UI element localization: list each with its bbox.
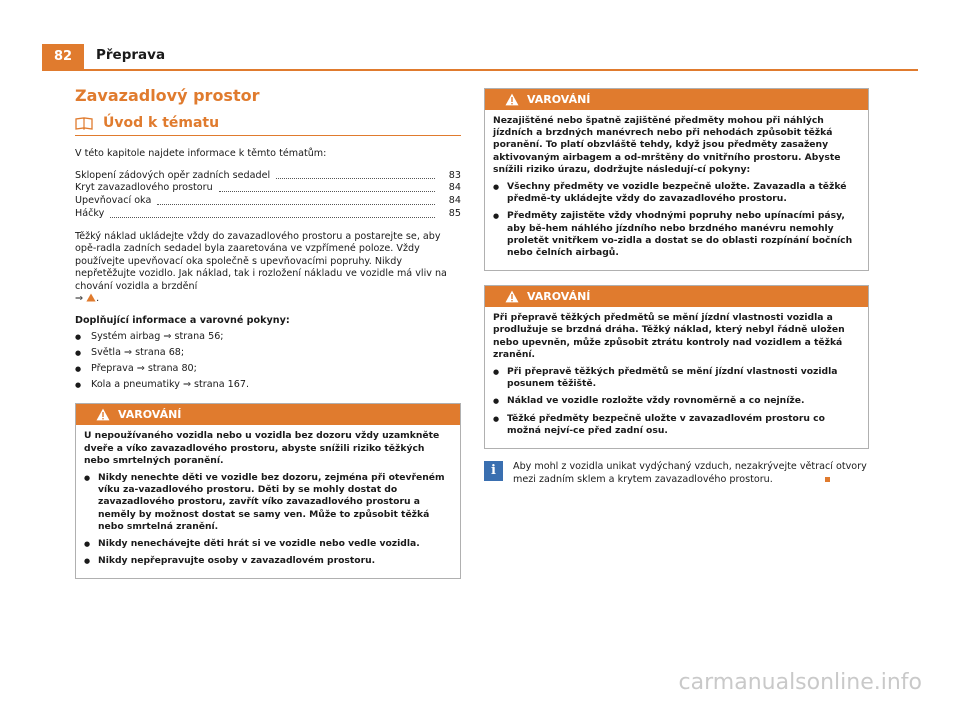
- list-item[interactable]: ● Přeprava ⇒ strana 80;: [75, 363, 461, 376]
- toc-page: 84: [448, 195, 461, 207]
- toc-page: 83: [448, 169, 461, 181]
- list-item[interactable]: ● Světla ⇒ strana 68;: [75, 347, 461, 360]
- additional-list: [75, 331, 461, 391]
- toc-leader: [219, 191, 435, 192]
- warning-bullet: ● Náklad ve vozidle rozložte vždy rovnoměrně a co nejníže.: [493, 395, 860, 407]
- page-number: 82: [42, 44, 84, 69]
- toc-row[interactable]: [75, 182, 461, 195]
- info-body: Aby mohl z vozidla unikat vydýchaný vzduch, nezakrývejte větrací otvory mezi zadním sklem a krytem zavazadlového prostoru.: [513, 461, 867, 485]
- toc-page: 85: [448, 207, 461, 219]
- warning-header: [485, 89, 868, 110]
- warning-body: [485, 110, 868, 270]
- list-item[interactable]: ● Systém airbag ⇒ strana 56;: [75, 331, 461, 344]
- warning-bullet: ● Nikdy nenechte děti ve vozidle bez dozoru, zejména při otevřeném víku za-vazadlového prostoru. Děti by se mohly dostat do zavazadlového prostoru, zavřít víko zavazadlového prostoru a neměly by možnost dostat se samy ven. Může to způsobit těžká nebo smrtelná zranění.: [84, 472, 452, 533]
- warning-title: VAROVÁNÍ: [527, 290, 591, 304]
- subheading-text: Úvod k tématu: [103, 115, 220, 131]
- warning-text: Nezajištěné nebo špatně zajištěné předměty mohou při náhlých jízdních a brzdných manévrech nebo při nehodách způsobit těžká poranění. To platí obzvláště tehdy, když jsou předměty zasaženy aktivovaným airbagem a od-mrštěny do vnitřního prostoru. Abyste snížili riziko úrazu, dodržujte následují-cí pokyny:: [493, 115, 841, 175]
- warning-bullet: ● Těžké předměty bezpečně uložte v zavazadlovém prostoru co možná nejví-ce před zadní osu.: [493, 413, 860, 437]
- toc-title: Upevňovací oka: [75, 195, 152, 207]
- page-title: Zavazadlový prostor: [75, 86, 260, 105]
- info-icon: i: [484, 461, 503, 481]
- toc-row[interactable]: [75, 208, 461, 221]
- warning-body: [76, 425, 460, 578]
- body-paragraph: Těžký náklad ukládejte vždy do zavazadlového prostoru a postarejte se, aby opě-radla zadních sedadel byla zaaretována ve vzpřímené poloze. Vždy používejte upevňovací oka společně s upevňovacími popruhy. Nikdy nepřetěžujte vozidlo. Jak náklad, tak i rozložení nákladu ve vozidle má vliv na chování vozidla a brzdění ⇒ .: [75, 230, 447, 305]
- toc-list: [75, 170, 461, 221]
- watermark: carmanualsonline.info: [678, 670, 922, 695]
- toc-row[interactable]: [75, 195, 461, 208]
- warning-bullet: ● Předměty zajistěte vždy vhodnými popruhy nebo upínacími pásy, aby bě-hem náhlého jízdního nebo brzdného manévru nemohly proletět vnitřkem vo-zidla a dostat se do oblasti rozpínání bočních nebo čelních airbagů.: [493, 210, 860, 259]
- end-marker: [825, 477, 830, 482]
- warning-bullet: ● Nikdy nepřepravujte osoby v zavazadlovém prostoru.: [84, 555, 452, 567]
- toc-page: 84: [448, 182, 461, 194]
- toc-leader: [157, 204, 435, 205]
- toc-title: Sklopení zádových opěr zadních sedadel: [75, 169, 271, 181]
- list-item[interactable]: ● Kola a pneumatiky ⇒ strana 167.: [75, 379, 461, 392]
- warning-title: VAROVÁNÍ: [118, 408, 182, 422]
- paragraph-text: Těžký náklad ukládejte vždy do zavazadlového prostoru a postarejte se, aby opě-radla zadních sedadel byla zaaretována ve vzpřímené poloze. Vždy používejte upevňovací oka společně s upevňovacími popruhy. Nikdy nepřetěžujte vozidlo. Jak náklad, tak i rozložení nákladu ve vozidle má vliv na chování vozidla a brzdění: [75, 230, 447, 292]
- warning-box: [484, 88, 869, 271]
- toc-leader: [276, 178, 435, 179]
- additional-title: Doplňující informace a varovné pokyny:: [75, 314, 290, 326]
- left-column: [75, 86, 461, 579]
- toc-title: Háčky: [75, 207, 105, 219]
- warning-icon: [96, 408, 110, 421]
- warning-bullet: ● Všechny předměty ve vozidle bezpečně uložte. Zavazadla a těžké předmě-ty ukládejte vždy do zavazadlového prostoru.: [493, 181, 860, 205]
- right-column: [484, 88, 869, 486]
- toc-title: Kryt zavazadlového prostoru: [75, 182, 213, 194]
- book-icon: [75, 117, 93, 130]
- warning-title: VAROVÁNÍ: [527, 93, 591, 106]
- warning-box: [75, 403, 461, 579]
- toc-row[interactable]: [75, 170, 461, 183]
- warning-icon: [505, 290, 519, 303]
- warning-bullet: ● Nikdy nenechávejte děti hrát si ve vozidle nebo vedle vozidla.: [84, 538, 452, 550]
- info-text: [513, 461, 869, 486]
- warning-header: [76, 404, 460, 425]
- warning-box: [484, 285, 869, 449]
- warning-ref-icon[interactable]: [86, 293, 96, 302]
- warning-text: U nepoužívaného vozidla nebo u vozidla bez dozoru vždy uzamkněte dveře a víko zavazadlového prostoru, abyste snížili riziko těžkých nebo smrtelných poranění.: [84, 430, 440, 466]
- intro-text: V této kapitole najdete informace k těmto tématům:: [75, 148, 327, 159]
- subheading: [75, 115, 461, 136]
- warning-body: [485, 307, 868, 448]
- warning-header: [485, 286, 868, 307]
- info-note: [484, 461, 869, 486]
- warning-bullet: ● Při přepravě těžkých předmětů se mění jízdní vlastnosti vozidla posunem těžiště.: [493, 366, 860, 390]
- toc-leader: [110, 217, 435, 218]
- warning-icon: [505, 93, 519, 106]
- section-title: Přeprava: [96, 47, 166, 63]
- header-rule: [42, 69, 918, 71]
- warning-text: Při přepravě těžkých předmětů se mění jízdní vlastnosti vozidla a prodlužuje se brzdná dráha. Těžký náklad, který nebyl řádně uložen nebo upevněn, může způsobit ztrátu kontroly nad vozidlem a těžká zranění.: [493, 312, 845, 360]
- paragraph-ref[interactable]: ⇒: [75, 293, 84, 305]
